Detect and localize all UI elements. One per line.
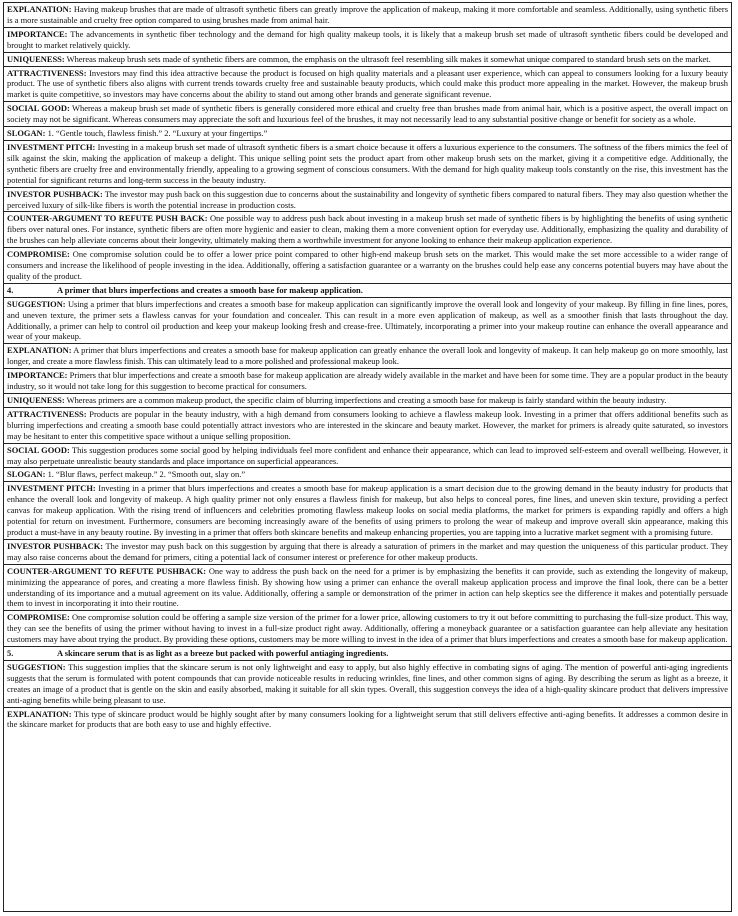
table-row — [4, 394, 731, 408]
table-row — [4, 444, 731, 469]
row-text: The investor may push back on this suggestion due to concerns about the sustainability and longevity of synthetic fibers compared to natural fibers. They may also question whether the perceived luxury of silk-like fibers is worth the potential increase in production costs. — [7, 188, 729, 210]
row-label: ATTRACTIVENESS: — [7, 408, 87, 419]
table-row — [4, 369, 731, 394]
table-row — [4, 248, 731, 284]
row-label: COMPROMISE: — [7, 249, 70, 260]
row-label: SLOGAN: — [7, 128, 46, 139]
row-label: COUNTER-ARGUMENT TO REFUTE PUSH BACK: — [7, 213, 208, 224]
row-label: EXPLANATION: — [7, 708, 72, 719]
section-title: A primer that blurs imperfections and creates a smooth base for makeup application. — [57, 284, 363, 295]
table-row — [4, 482, 731, 540]
table-row — [4, 28, 731, 53]
row-text: Primers that blur imperfections and create a smooth base for makeup application are already widely available in the market and have been for some time. They are a popular product in the beauty industry, so it would not take long for this suggestion to become practical for consumers. — [7, 370, 728, 392]
row-label: IMPORTANCE: — [7, 370, 68, 381]
row-label: SOCIAL GOOD: — [7, 444, 70, 455]
table-row — [4, 540, 731, 565]
row-text: Investing in a makeup brush set made of ultrasoft synthetic fibers is a smart choice because it offers a luxurious experience to the consumers. The softness of the fibers mimics the feel of silk against the skin, making the application of makeup a delight. This unique selling point sets the product apart from other makeup brush sets on the market, giving it a competitive edge. Additionally, the synthetic fibers are cruelty free and environmentally friendly, appealing to a growing segment of conscious consumers. With the demand for high quality makeup tools constantly on the rise, this investment has the potential for significant returns and long-term success in the beauty industry. — [7, 141, 729, 185]
row-text: This type of skincare product would be highly sought after by many consumers looking for a lightweight serum that still delivers effective anti-aging benefits. It addresses a common desire in the skincare market for products that are both easy to use and highly effective. — [7, 708, 728, 730]
row-label: SOCIAL GOOD: — [7, 103, 70, 114]
row-label: COMPROMISE: — [7, 612, 70, 623]
row-text: Investing in a primer that blurs imperfections and creates a smooth base for makeup application is a smart decision due to the growing demand in the beauty industry for products that enhance the overall look and longevity of makeup. A high quality primer not only ensures a flawless finish for makeup, but also helps to conceal pores, fine lines, and uneven skin texture, providing a perfect canvas for makeup application. With the rising trend of influencers and celebrities promoting flawless makeup looks on social media platforms, the market for primers is expanding rapidly and offers a high potential for return on investment. Furthermore, consumers are becoming increasingly aware of the benefits of using primers to prolong the wear of makeup and improve overall skin appearance, making this product a must-have in any beauty routine. By investing in a primer that offers both skincare benefits and makeup enhancing properties, you are tapping into a lucrative market segment with a promising future. — [7, 483, 728, 537]
section-number: 5. — [7, 648, 14, 659]
table-row — [4, 565, 731, 612]
row-text: Whereas makeup brush sets made of synthetic fibers are common, the emphasis on the ultrasoft feel resembling silk makes it somewhat unique compared to standard brush sets on the market. — [64, 53, 711, 64]
row-text: One compromise solution could be to offer a lower price point compared to other high-end makeup brush sets on the market. This would make the set more accessible to a wider range of consumers and increase the likelihood of people investing in the idea. Additionally, offering a satisfaction guarantee or a warranty on the brushes could help ease any concerns potential buyers may have about the quality of the product. — [7, 249, 728, 281]
table-row — [4, 127, 731, 141]
table-row — [4, 708, 731, 732]
row-label: SUGGESTION: — [7, 298, 66, 309]
table-row — [4, 53, 731, 67]
row-label: SLOGAN: — [7, 469, 46, 480]
table-row — [4, 3, 731, 28]
row-text: 1. “Gentle touch, flawless finish.” 2. “Luxury at your fingertips.” — [45, 128, 268, 139]
table-row — [4, 468, 731, 482]
row-label: COUNTER-ARGUMENT TO REFUTE PUSHBACK: — [7, 565, 207, 576]
row-label: INVESTOR PUSHBACK: — [7, 188, 103, 199]
row-text: Using a primer that blurs imperfections and creates a smooth base for makeup application can significantly improve the overall look and longevity of your makeup. By filling in fine lines, pores, and uneven texture, the primer sets a flawless canvas for your foundation and concealer. This can result in a more even application of makeup, as well as a smoother finish that lasts throughout the day. Additionally, a primer can help to control oil production and keep your makeup looking fresh and crease-free. Ultimately, incorporating a primer into your makeup routine can enhance the overall appearance and wear of your makeup. — [7, 298, 728, 342]
row-text: The advancements in synthetic fiber technology and the demand for high quality makeup tools, it is likely that a makeup brush set made of ultrasoft synthetic fibers could be developed and brought to market relatively quickly. — [7, 28, 728, 50]
table-row — [4, 102, 731, 127]
row-text: One way to address the push back on the need for a primer is by emphasizing the benefits it can provide, such as extending the longevity of makeup, minimizing the appearance of pores, and creating a more flawless finish. By showing how using a primer can enhance the overall makeup application process and improve the final look, there can be a better understanding of its importance and a mutual agreement on its value. Additionally, offering a sample or demonstration of the primer in action can help skeptics see the difference it makes and potentially persuade them to invest in incorporating it into their routine. — [7, 565, 728, 609]
row-text: 1. “Blur flaws, perfect makeup.” 2. “Smooth out, slay on.” — [45, 469, 246, 480]
table-row — [4, 611, 731, 647]
row-text: Products are popular in the beauty industry, with a high demand from consumers looking to achieve a flawless makeup look. Investing in a primer that offers additional benefits such as blurring imperfections and creating a smooth base could potentially attract investors who are interested in the skincare and beauty market. However, the market for primers is already quite saturated, so investors may be hesitant to enter this competitive space without a unique selling proposition. — [7, 408, 728, 441]
section-number: 4. — [7, 284, 14, 295]
section-heading — [4, 647, 731, 661]
row-text: This suggestion implies that the skincare serum is not only lightweight and easy to apply, but also highly effective in combating signs of aging. The mention of powerful anti-aging ingredients suggests that the serum is formulated with potent compounds that can provide noticeable results in reducing wrinkles, fine lines, and other common signs of aging. By describing the serum as light as a breeze, it creates an image of a product that is gentle on the skin and easily absorbed, making it suitable for all skin types. Overall, this suggestion conveys the idea of a high-quality skincare product that delivers impressive anti-aging benefits while being pleasant to use. — [7, 661, 728, 705]
row-text: Having makeup brushes that are made of ultrasoft synthetic fibers can greatly improve the application of makeup, making it more comfortable and seamless. Additionally, using synthetic fibers is a more sustainable and cruelty free option compared to using brushes made from animal hair. — [7, 4, 728, 25]
row-text: Whereas primers are a common makeup product, the specific claim of blurring imperfections and creating a smooth base for makeup is fairly standard within the beauty industry. — [64, 395, 667, 405]
row-text: A primer that blurs imperfections and creates a smooth base for makeup application can greatly enhance the overall look and longevity of makeup. It can help makeup go on more smoothly, last longer, and create a more flawless finish. This can ultimately lead to a more polished and professional makeup look. — [7, 345, 728, 367]
table-row — [4, 188, 731, 213]
row-text: One compromise solution could be offering a sample size version of the primer for a lower price, allowing customers to try it out before committing to purchasing the full-size product. This way, they can see the benefits of using the primer without having to invest in a full-size product right away. Additionally, offering a moneyback guarantee or a satisfaction guarantee can help alleviate any hesitation customers may have about trying the product. By providing these options, customers may be more willing to invest in the idea of a primer that blurs imperfections and creates a smooth base for makeup application. — [7, 612, 728, 645]
row-text: This suggestion produces some social good by helping individuals feel more confident and enhance their appearance, which can lead to improved self-esteem and overall wellbeing. However, it may also perpetuate unrealistic beauty standards and place importance on superficial appearances. — [7, 444, 728, 466]
row-text: The investor may push back on this suggestion by arguing that there is already a saturation of primers in the market and may question the uniqueness of this particular product. They may also raise concerns about the demand for primers, citing a potential lack of consumer interest or preference for other makeup products. — [7, 540, 728, 562]
table-row — [4, 298, 731, 345]
row-text: One possible way to address push back about investing in a makeup brush set made of synthetic fibers is by highlighting the benefits of using synthetic fibers over natural ones. For instance, synthetic fibers are often more hygienic and easier to clean, making them a more convenient option for everyday use. Additionally, emphasizing the quality and durability of the brushes can help alleviate concerns about their longevity, ultimately making them a worthwhile investment for anyone looking to enhance their makeup application experience. — [7, 213, 728, 246]
table-row — [4, 661, 731, 708]
section-title: A skincare serum that is as light as a breeze but packed with powerful antiaging ingredients. — [57, 648, 389, 659]
row-text: Whereas a makeup brush set made of synthetic fibers is generally considered more ethical and cruelty free than brushes made from animal hair, which is a positive aspect, the overall impact on society may not be significant. Whereas consumers may appreciate the soft and luxurious feel of the brushes, it may not necessarily lead to any substantial positive change or benefit for society as a whole. — [7, 103, 729, 125]
row-label: EXPLANATION: — [7, 4, 72, 14]
row-label: IMPORTANCE: — [7, 28, 68, 39]
table-row — [4, 408, 731, 444]
row-label: UNIQUENESS: — [7, 395, 65, 405]
row-label: UNIQUENESS: — [7, 53, 65, 64]
row-text: Investors may find this idea attractive because the product is focused on high quality materials and a pleasant user experience, which can appeal to consumers looking for a luxury beauty product. The use of synthetic fibers also aligns with current trends towards cruelty free and sustainable beauty products, which could make this product more appealing in the market. However, the makeup brush market is quite competitive, so investors may have concerns about the ability to stand out among other brands and generate significant revenue. — [7, 67, 728, 100]
row-label: EXPLANATION: — [7, 345, 72, 356]
section-heading — [4, 284, 731, 298]
document-table — [3, 2, 732, 912]
table-row — [4, 212, 731, 248]
table-row — [4, 141, 731, 188]
row-label: INVESTMENT PITCH: — [7, 141, 96, 152]
row-label: INVESTMENT PITCH: — [7, 483, 96, 494]
row-label: ATTRACTIVENESS: — [7, 67, 87, 78]
table-row — [4, 67, 731, 103]
row-label: SUGGESTION: — [7, 661, 66, 672]
table-row — [4, 344, 731, 369]
row-label: INVESTOR PUSHBACK: — [7, 540, 104, 551]
